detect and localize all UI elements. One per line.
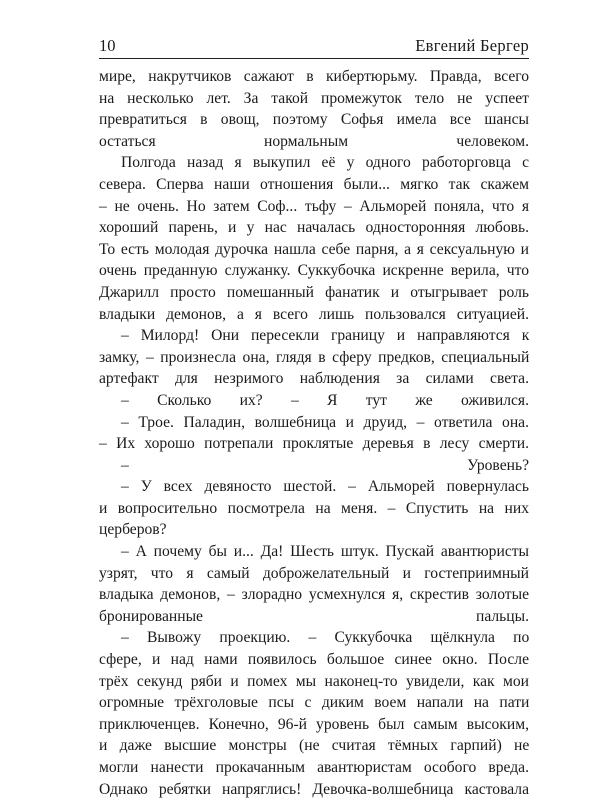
text-line: – У всех девяносто шестой. – Альморей повернулась bbox=[121, 478, 529, 496]
author-name: Евгений Бергер bbox=[415, 36, 529, 55]
page-number: 10 bbox=[99, 36, 116, 55]
text-line: приключенцев. Конечно, 96-й уровень был самым высоким, bbox=[99, 715, 529, 733]
paragraph bbox=[99, 152, 529, 325]
text-line: мире, накрутчиков сажают в кибертюрьму. Правда, всего bbox=[99, 68, 530, 85]
text-line: – Вывожу проекцию. – Суккубочка щёлкнула по bbox=[121, 629, 530, 647]
running-header bbox=[99, 30, 529, 59]
text-line: трёх секунд ряби и помех мы наконец-то увидели, как мои bbox=[99, 672, 529, 690]
text-line: остаться нормальным человеком. bbox=[99, 132, 529, 150]
text-line: Полгода назад я выкупил её у одного работорговца с bbox=[121, 154, 529, 172]
text-line: сфере, и над нами появилось большое синее окно. После bbox=[99, 651, 529, 669]
paragraph bbox=[99, 66, 529, 152]
text-line: могли нанести прокачанным авантюристам особого вреда. bbox=[99, 759, 529, 776]
text-line: очень преданную служанку. Суккубочка искренне верила, что bbox=[99, 262, 529, 280]
text-line: и даже высшие монстры (не считая тёмных гарпий) не bbox=[99, 737, 530, 755]
text-line: огромные трёхголовые псы с диким воем напали на пати bbox=[99, 694, 530, 712]
text-line: и вопросительно посмотрела на меня. – Спустить на них bbox=[99, 499, 529, 517]
text-line: на несколько лет. За такой промежуток тело не успеет bbox=[99, 89, 529, 107]
text-line: севера. Сперва наши отношения были... мягко так скажем bbox=[99, 175, 529, 193]
text-line: То есть молодая дурочка нашла себе парня, а я сексуальную и bbox=[99, 240, 529, 258]
text-line: владыка демонов, – злорадно усмехнулся я, скрестив золотые bbox=[99, 586, 529, 604]
text-line: превратиться в овощ, поэтому Софья имела все шансы bbox=[99, 111, 529, 129]
body-text bbox=[99, 66, 529, 800]
paragraph bbox=[99, 412, 529, 455]
paragraph bbox=[99, 627, 529, 800]
text-line: – Сколько их? – Я тут же оживился. bbox=[121, 391, 529, 409]
text-line: бронированные пальцы. bbox=[99, 607, 529, 625]
text-line: – А почему бы и... Да! Шесть штук. Пускай авантюристы bbox=[121, 543, 530, 561]
text-line: – Трое. Паладин, волшебница и друид, – ответила она. bbox=[121, 413, 529, 431]
text-line: – Уровень? bbox=[121, 456, 529, 474]
text-line: узрят, что я самый доброжелательный и гостеприимный bbox=[99, 564, 529, 582]
text-line: – не очень. Но затем Соф... тьфу – Альморей поняла, что я bbox=[99, 197, 529, 215]
paragraph bbox=[99, 390, 529, 412]
text-line: церберов? bbox=[99, 521, 167, 539]
paragraph bbox=[99, 476, 529, 541]
paragraph bbox=[99, 541, 529, 627]
paragraph bbox=[99, 325, 529, 390]
text-line: владыки демонов, а я всего лишь пользовался ситуацией. bbox=[99, 305, 529, 323]
text-line: – Милорд! Они пересекли границу и направляются к bbox=[121, 327, 530, 345]
text-line: хороший парень, и у нас началась односторонняя любовь. bbox=[99, 219, 529, 237]
text-line: замку, – произнесла она, глядя в сферу предков, специальный bbox=[99, 348, 530, 366]
text-line: – Их хорошо потрепали проклятые деревья в лесу смерти. bbox=[99, 435, 529, 453]
text-line: артефакт для незримого наблюдения за силами света. bbox=[99, 370, 529, 388]
text-line: Джарилл просто помешанный фанатик и отыгрывает роль bbox=[99, 283, 529, 301]
paragraph bbox=[99, 455, 529, 477]
text-line: Однако ребятки напряглись! Девочка-волшебница кастовала bbox=[99, 780, 529, 798]
